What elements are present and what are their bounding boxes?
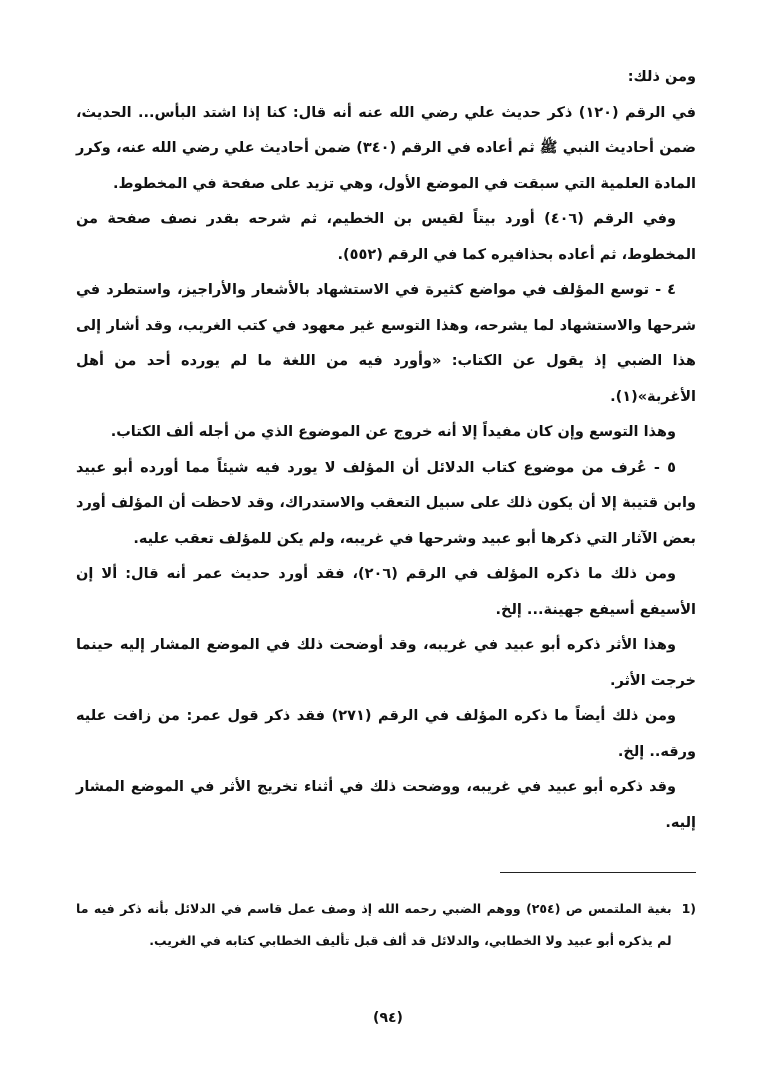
footnote (76, 893, 696, 957)
footnote-divider (500, 872, 696, 873)
paragraph-point-5: ٥ - عُرف من موضوع كتاب الدلائل أن المؤلف لا يورد فيه شيئاً مما أورده أبو عبيد وابن قتيبة إلا أن يكون ذلك على سبيل التعقب والاستدراك، وقد لاحظت أن المؤلف أورد بعض الآثار التي ذكرها أبو عبيد وشرحها في غريبه، ولم يكن للمؤلف تعقب عليه. (76, 459, 696, 547)
paragraph-point-4: ٤ - توسع المؤلف في مواضع كثيرة في الاستشهاد بالأشعار والأراجيز، واستطرد في شرحها والاستشهاد لما يشرحه، وهذا التوسع غير معهود في كتب الغريب، وقد أشار إلى هذا الضبي إذ يقول عن الكتاب: «وأورد فيه من اللغة ما لم يورده أحد من أهل الأغربة»(١). (76, 282, 696, 405)
paragraph: ومن ذلك أيضاً ما ذكره المؤلف في الرقم (٢٧١) فقد ذكر قول عمر: من زافت عليه ورقه.. إلخ. (76, 708, 696, 760)
paragraph: وهذا التوسع وإن كان مفيداً إلا أنه خروج عن الموضوع الذي من أجله ألف الكتاب. (110, 424, 676, 440)
footnote-text: بغية الملتمس ص (٢٥٤) ووهم الضبي رحمه الله إذ وصف عمل قاسم في الدلائل بأنه ذكر فيه ما لم يذكره أبو عبيد ولا الخطابي، والدلائل قد ألف قبل تأليف الخطابي كتابه في الغريب. (76, 901, 672, 948)
paragraph: وهذا الأثر ذكره أبو عبيد في غريبه، وقد أوضحت ذلك في الموضع المشار إليه حينما خرجت الأثر. (76, 637, 696, 689)
body-text (76, 60, 696, 841)
footnotes (76, 893, 696, 957)
paragraph: في الرقم (١٢٠) ذكر حديث علي رضي الله عنه أنه قال: كنا إذا اشتد البأس... الحديث، ضمن أحاديث النبي ﷺ ثم أعاده في الرقم (٣٤٠) ضمن أحاديث علي رضي الله عنه، وكرر المادة العلمية التي سبقت في الموضع الأول، وهي تزيد على صفحة في المخطوط. (76, 104, 697, 192)
paragraph: وقد ذكره أبو عبيد في غريبه، ووضحت ذلك في أثناء تخريج الأثر في الموضع المشار إليه. (76, 779, 696, 831)
paragraph: ومن ذلك ما ذكره المؤلف في الرقم (٢٠٦)، فقد أورد حديث عمر أنه قال: ألا إن الأسيفع أسيفع جهينة... إلخ. (76, 566, 696, 618)
page-number: (٩٤) (373, 1010, 403, 1026)
footnote-marker: 1) (681, 901, 696, 916)
paragraph-intro: ومن ذلك: (627, 69, 696, 85)
paragraph: وفي الرقم (٤٠٦) أورد بيتاً لقيس بن الخطيم، ثم شرحه بقدر نصف صفحة من المخطوط، ثم أعاده بحذافيره كما في الرقم (٥٥٢). (76, 211, 696, 263)
